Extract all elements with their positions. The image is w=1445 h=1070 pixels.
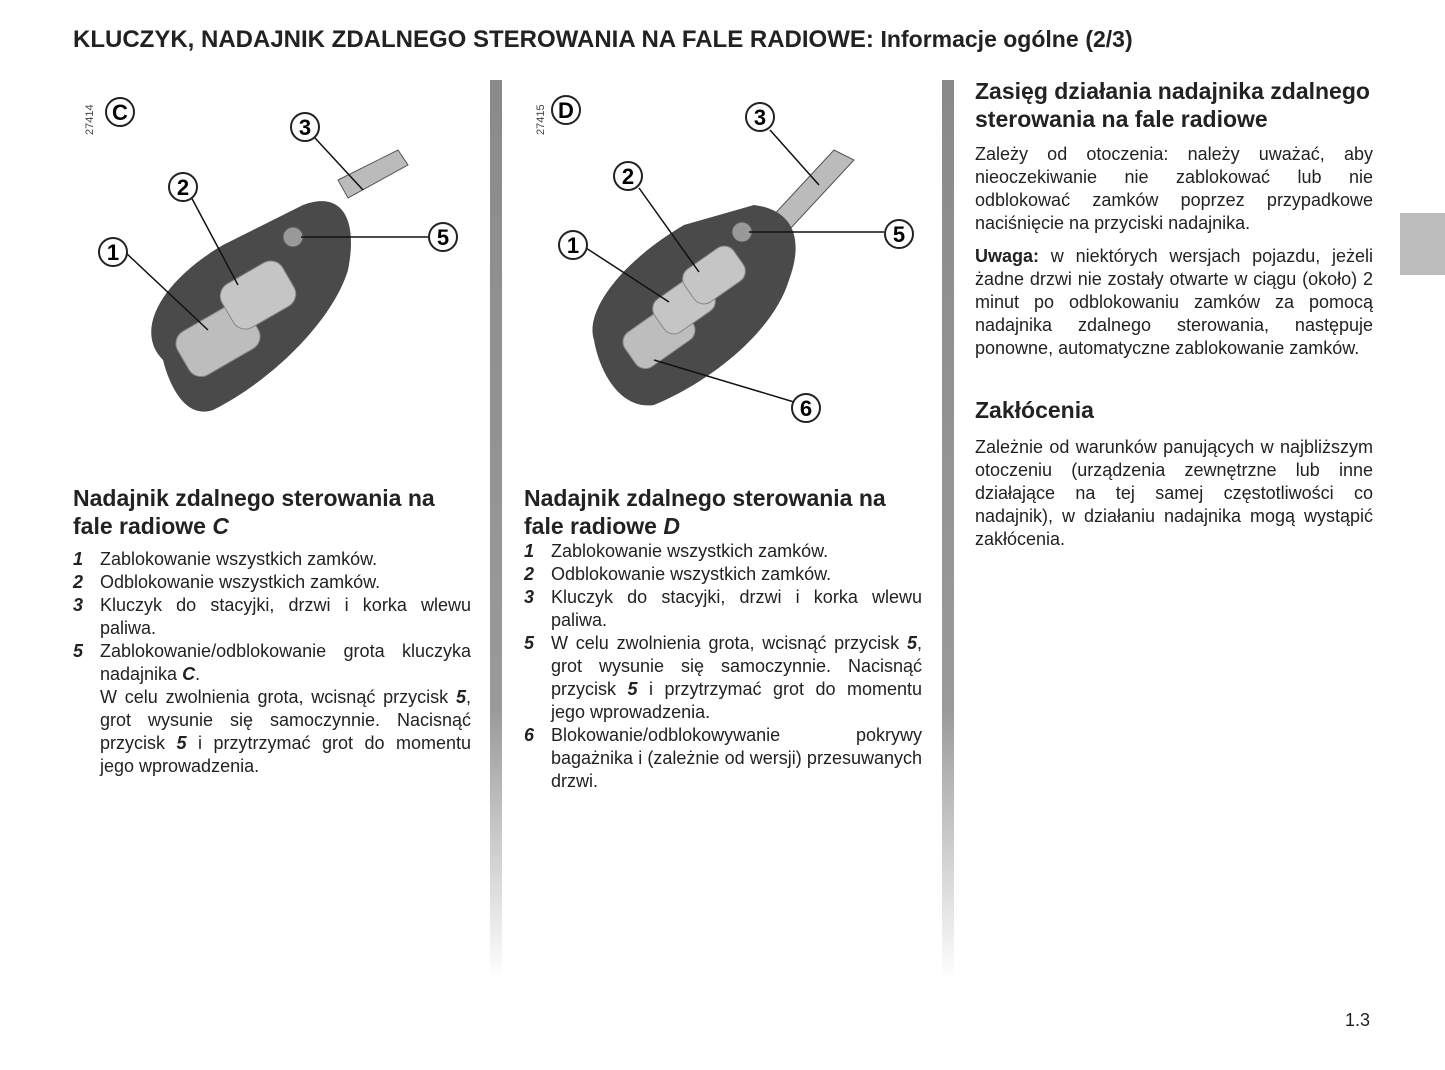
list-item: 6 Blokowanie/odblokowywanie pokrywy bagażnika i (zależnie od wersji) przesuwanych drzwi. [524,725,922,791]
paragraph: Uwaga: w niektórych wersjach pojazdu, jeżeli żadne drzwi nie zostały otwarte w ciągu (około) 2 minut po odblokowaniu zamków za pomocą nadajnika zdalnego sterowania, następuje ponowne, automatyczne zablokowanie zamków. [975,246,1373,358]
svg-text:2: 2 [621,164,635,189]
section-tab [1400,213,1445,275]
svg-text:6: 6 [799,396,813,421]
list-item: 1 Zablokowanie wszystkich zamków. [524,541,829,561]
page-number: 1.3 [1345,1010,1371,1030]
section-range [975,77,1373,551]
svg-text:1: 1 [566,233,580,258]
figure-key-d [524,80,922,440]
section-heading: Nadajnik zdalnego sterowania na fale radiowe D [524,485,886,539]
svg-text:5: 5 [892,222,906,247]
figure-code: 27414 [84,104,96,135]
figure-letter: D [558,98,574,123]
figure-code: 27415 [535,104,547,135]
section-heading: Zasięg działania nadajnika zdalnego sterowania na fale radiowe [975,78,1370,132]
section-heading: Nadajnik zdalnego sterowania na fale radiowe C [73,485,435,539]
section-heading: Zakłócenia [975,397,1094,423]
section-remote-c [73,484,471,778]
svg-text:3: 3 [298,115,312,140]
figure-key-c [73,80,471,440]
svg-text:5: 5 [436,225,450,250]
paragraph: Zależnie od warunków panujących w najbliższym otoczeniu (urządzenia zewnętrzne lub inne działające na tej samej częstotliwości co nadajnik), w działaniu nadajnika mogą wystąpić zakłócenia. [975,437,1373,549]
list-item: 1 Zablokowanie wszystkich zamków. [73,549,378,569]
svg-text:2: 2 [176,175,190,200]
list-item: 5 Zablokowanie/odblokowanie grota kluczyka nadajnika C. W celu zwolnienia grota, wcisnąć przycisk 5, grot wysunie się samoczynnie. Nacisnąć przycisk 5 i przytrzymać grot do momentu jego wprowadzenia. [73,641,471,776]
column-divider [490,80,502,980]
page-title: KLUCZYK, NADAJNIK ZDALNEGO STEROWANIA NA FALE RADIOWE: Informacje ogólne (2/3) [73,26,1133,53]
column-divider [942,80,954,980]
list-item: 2 Odblokowanie wszystkich zamków. [73,572,381,592]
section-remote-d [524,484,922,793]
list-item: 2 Odblokowanie wszystkich zamków. [524,564,832,584]
figure-letter: C [112,100,128,125]
list-item: 3 Kluczyk do stacyjki, drzwi i korka wlewu paliwa. [73,595,471,638]
list-item: 3 Kluczyk do stacyjki, drzwi i korka wlewu paliwa. [524,587,922,630]
list-item: 5 W celu zwolnienia grota, wcisnąć przycisk 5, grot wysunie się samoczynnie. Nacisnąć przycisk 5 i przytrzymać grot do momentu jego wprowadzenia. [524,633,922,722]
paragraph: Zależy od otoczenia: należy uważać, aby nieoczekiwanie nie zablokować lub nie odblokować zamków poprzez przypadkowe naciśnięcie na przyciski nadajnika. [975,144,1373,233]
svg-text:3: 3 [753,105,767,130]
svg-text:1: 1 [106,240,120,265]
